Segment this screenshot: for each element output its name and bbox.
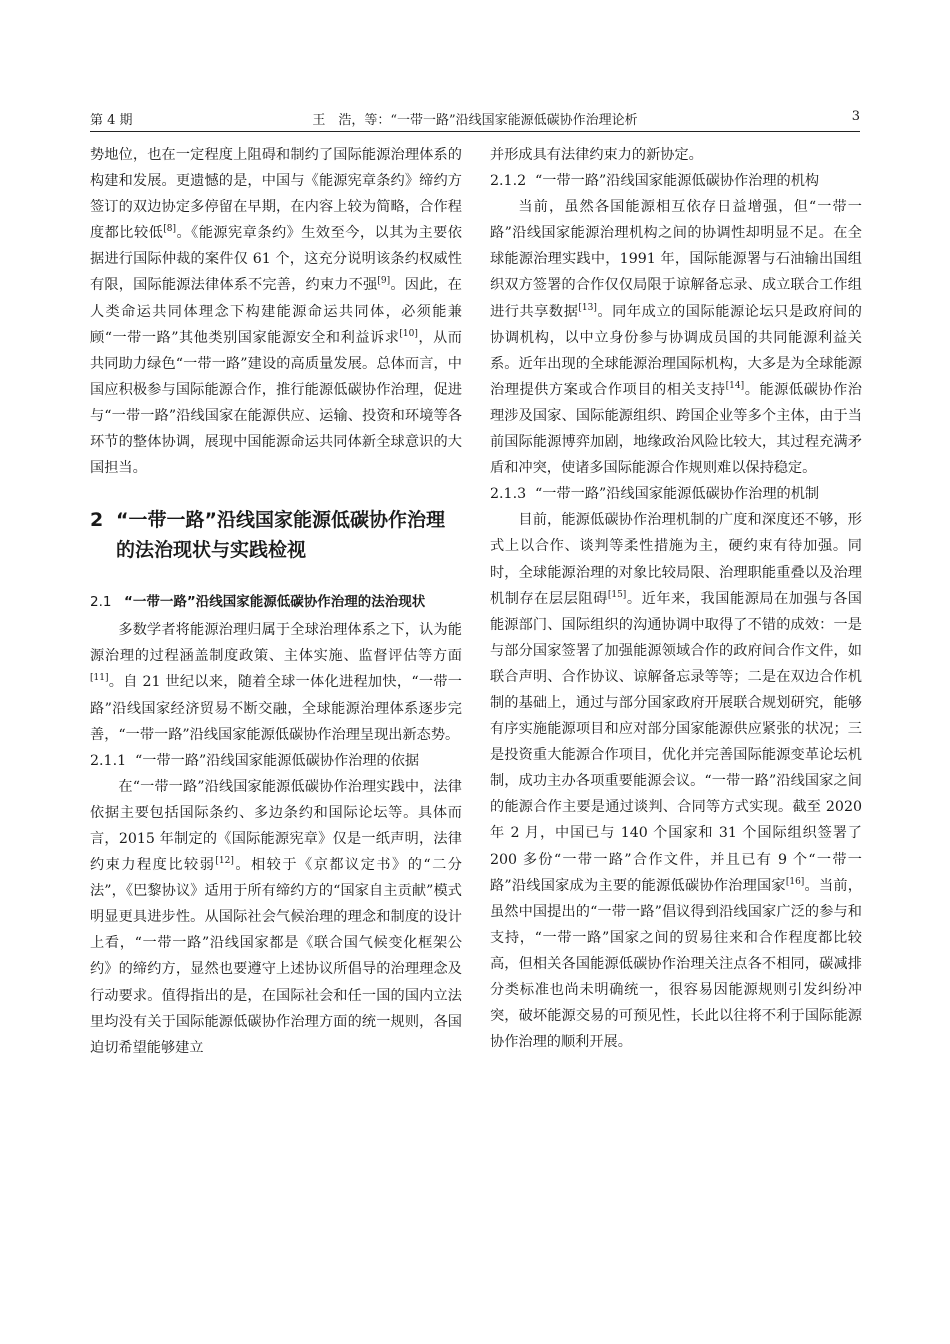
subsubsection-heading-2-1-3 — [490, 481, 862, 507]
citation-ref[interactable]: [12] — [215, 856, 234, 867]
subsection-title: “一带一路”沿线国家能源低碳协作治理的法治现状 — [124, 594, 426, 611]
section-number: 2 — [90, 509, 104, 532]
citation-ref[interactable]: [16] — [785, 876, 805, 887]
citation-ref[interactable]: [14] — [725, 380, 745, 391]
section-title: “一带一路”沿线国家能源低碳协作治理的法治现状与实践检视 — [116, 509, 445, 562]
citation-ref[interactable]: [15] — [607, 589, 627, 600]
paragraph-continued: 势地位，也在一定程度上阻碍和制约了国际能源治理体系的构建和发展。更遗憾的是，中国与《能源宪章条约》缔约方签订的双边协定多停留在早期，在内容上较为简略，合作程度都比较低[8]。《能源宪章条约》生效至今，以其为主要依据进行国际仲裁的案件仅 61 个，这充分说明该条约权威性有限，国际能源法律体系不完善，约束力不强[9]。因此，在人类命运共同体理念下构建能源命运共同体，必须能兼顾“一带一路”其他类别国家能源安全和利益诉求[10]，从而共同助力绿色“一带一路”建设的高质量发展。总体而言，中国应积极参与国际能源合作，推行能源低碳协作治理，促进与“一带一路”沿线国家在能源供应、运输、投资和环境等各环节的整体协调，展现中国能源命运共同体新全球意识的大国担当。 — [90, 147, 462, 477]
header-rule — [90, 131, 860, 132]
section-heading-2 — [90, 505, 462, 565]
subsection-number: 2.1 — [90, 594, 112, 611]
right-column — [490, 142, 862, 1055]
subsection-heading-2-1 — [90, 589, 462, 615]
issue-number: 第 4 期 — [90, 113, 133, 128]
citation-ref[interactable]: [8] — [163, 224, 177, 235]
paragraph: 多数学者将能源治理归属于全球治理体系之下，认为能源治理的过程涵盖制度政策、主体实施、监督评估等方面[11]。自 21 世纪以来，随着全球一体化进程加快，“一带一路”沿线国家经济贸易不断交融，全球能源治理体系逐步完善，“一带一路”沿线国家能源低碳协作治理呈现出新态势。 — [90, 622, 462, 743]
page-number: 3 — [851, 109, 860, 124]
subsubsection-title: “一带一路”沿线国家能源低碳协作治理的机构 — [535, 173, 820, 190]
subsubsection-number: 2.1.1 — [90, 752, 127, 769]
paragraph-continued: 并形成具有法律约束力的新协定。 — [490, 147, 703, 163]
paragraph: 在“一带一路”沿线国家能源低碳协作治理实践中，法律依据主要包括国际条约、多边条约和国际论坛等。具体而言，2015 年制定的《国际能源宪章》仅是一纸声明，法律约束力程度比较弱[12]。相较于《京都议定书》的“二分法”，《巴黎协议》适用于所有缔约方的“国家自主贡献”模式明显更具进步性。从国际社会气候治理的理念和制度的设计上看，“一带一路”沿线国家都是《联合国气候变化框架公约》的缔约方，显然也要遵守上述协议所倡导的治理理念及行动要求。值得指出的是，在国际社会和任一国的国内立法里均没有关于国际能源低碳协作治理方面的统一规则，各国迫切希望能够建立 — [90, 778, 462, 1056]
subsubsection-heading-2-1-2 — [490, 168, 862, 194]
subsubsection-title: “一带一路”沿线国家能源低碳协作治理的依据 — [135, 752, 420, 769]
subsubsection-number: 2.1.2 — [490, 173, 527, 190]
running-header — [90, 109, 860, 131]
citation-ref[interactable]: [11] — [90, 673, 109, 684]
left-column — [90, 142, 462, 1061]
paragraph: 当前，虽然各国能源相互依存日益增强，但“一带一路”沿线国家能源治理机构之间的协调性却明显不足。在全球能源治理实践中，1991 年，国际能源署与石油输出国组织双方签署的合作仅仅局限于谅解备忘录、成立联合工作组进行共享数据[13]。同年成立的国际能源论坛只是政府间的协调机构，以中立身份参与协调成员国的共同能源利益关系。近年出现的全球能源治理国际机构，大多是为全球能源治理提供方案或合作项目的相关支持[14]。能源低碳协作治理涉及国家、国际能源组织、跨国企业等多个主体，由于当前国际能源博弈加剧，地缘政治风险比较大，其过程充满矛盾和冲突，使诸多国际能源合作规则难以保持稳定。 — [490, 199, 862, 477]
subsubsection-number: 2.1.3 — [490, 486, 527, 503]
citation-ref[interactable]: [9] — [377, 276, 391, 287]
subsubsection-heading-2-1-1 — [90, 748, 462, 774]
citation-ref[interactable]: [13] — [578, 302, 597, 313]
running-title: 王 浩，等：“一带一路”沿线国家能源低碳协作治理论析 — [312, 113, 638, 128]
citation-ref[interactable]: [10] — [399, 328, 418, 339]
subsubsection-title: “一带一路”沿线国家能源低碳协作治理的机制 — [535, 486, 820, 503]
paragraph: 目前，能源低碳协作治理机制的广度和深度还不够，形式上以合作、谈判等柔性措施为主，硬约束有待加强。同时，全球能源治理的对象比较局限、治理职能重叠以及治理机制存在层层阻碍[15]。近年来，我国能源局在加强与各国能源部门、国际组织的沟通协调中取得了不错的成效：一是与部分国家签署了加强能源领域合作的政府间合作文件，如联合声明、合作协议、谅解备忘录等等；二是在双边合作机制的基础上，通过与部分国家政府开展联合规划研究，能够有序实施能源项目和应对部分国家能源供应紧张的状况；三是投资重大能源合作项目，优化并完善国际能源变革论坛机制，成功主办各项重要能源会议。“一带一路”沿线国家之间的能源合作主要是通过谈判、合同等方式实现。截至 2020 年 2 月，中国已与 140 个国家和 31 个国际组织签署了 200 多份“一带一路”合作文件，并且已有 9 个“一带一路”沿线国家成为主要的能源低碳协作治理国家[16]。当前，虽然中国提出的“一带一路”倡议得到沿线国家广泛的参与和支持，“一带一路”国家之间的贸易往来和合作程度都比较高，但相关各国能源低碳协作治理关注点各不相同，碳减排分类标准也尚未明确统一，很容易因能源规则引发纠纷冲突，破坏能源交易的可预见性，长此以往将不利于国际能源协作治理的顺利开展。 — [490, 512, 862, 1051]
